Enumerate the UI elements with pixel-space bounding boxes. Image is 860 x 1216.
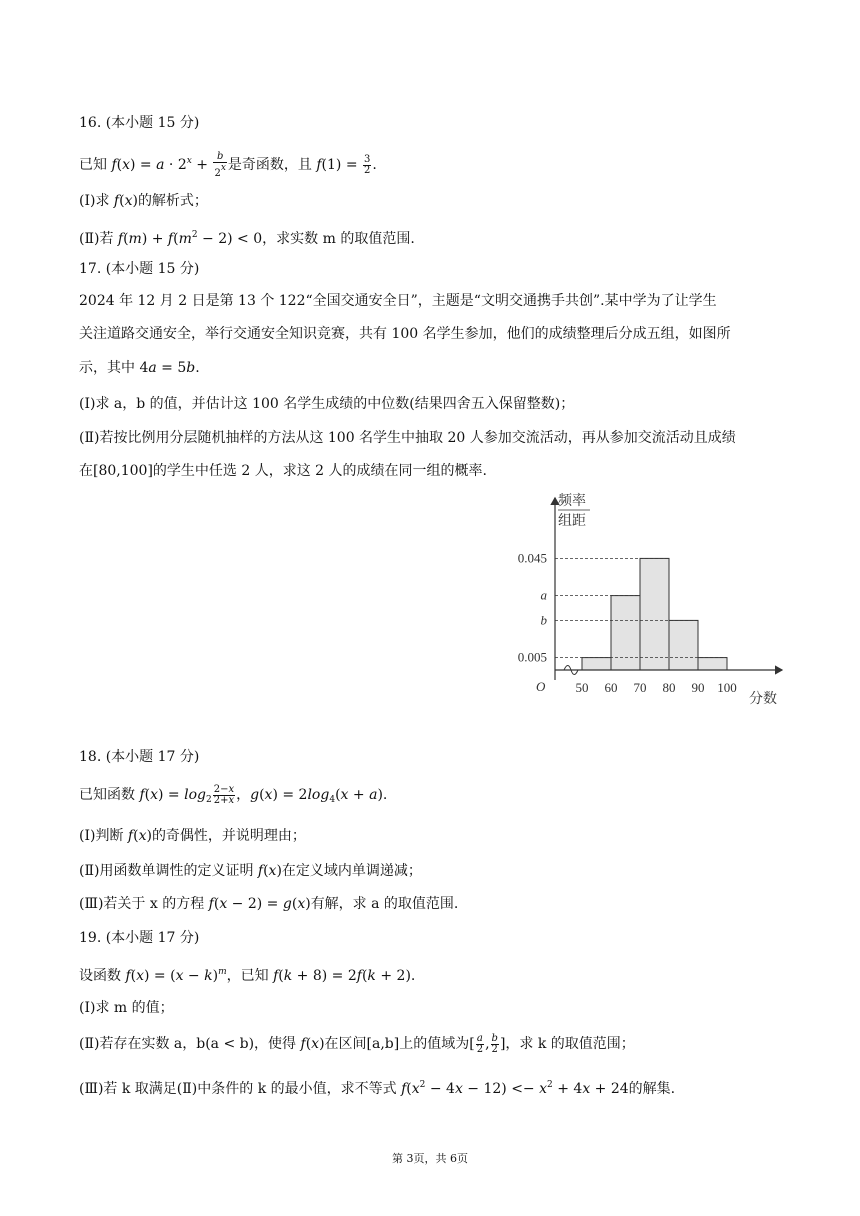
origin-label: O <box>536 679 546 694</box>
q17-line3: 示，其中 4a = 5b. <box>79 360 200 376</box>
q16-heading: 16. (本小题 15 分) <box>79 115 200 131</box>
q17-line1: 2024 年 12 月 2 日是第 13 个 122“全国交通安全日”，主题是“文明交通携手共创”.某中学为了让学生 <box>79 293 717 309</box>
x-tick-label: 90 <box>691 680 705 695</box>
q17-heading: 17. (本小题 15 分) <box>79 261 200 277</box>
q17-line2: 关注道路交通安全，举行交通安全知识竞赛，共有 100 名学生参加，他们的成绩整理后分成五组，如图所 <box>79 326 731 342</box>
q19-heading: 19. (本小题 17 分) <box>79 930 200 946</box>
histogram-chart <box>500 490 800 715</box>
histogram-bar <box>640 558 669 670</box>
q19-part2: (Ⅱ)若存在实数 a，b(a < b)，使得 f(x)在区间[a,b]上的值域为[ $\frac{a}{2}$ , $\frac{b}{2}$ ]，求 k 的取值范围； <box>79 1032 635 1055</box>
x-axis-label: 分数 <box>749 692 777 707</box>
histogram-bar <box>698 658 727 670</box>
y-tick-label: 0.045 <box>517 550 547 566</box>
histogram-bar <box>582 658 611 670</box>
x-tick-label: 50 <box>575 680 589 695</box>
q19-intro: 设函数 $f(x) = (x - k)^m$，已知 f(k + 8) = 2f(k + 2). <box>79 967 416 984</box>
q16-part1: (Ⅰ)求 f(x)的解析式； <box>79 193 208 209</box>
x-tick-label: 70 <box>633 680 647 695</box>
q18-part3: (Ⅲ)若关于 x 的方程 f(x − 2) = g(x)有解，求 a 的取值范围. <box>79 896 459 912</box>
y-label-bottom: 组距 <box>558 514 586 529</box>
y-label-top: 频率 <box>558 494 586 509</box>
y-tick-label: 0.005 <box>517 649 547 665</box>
y-tick-label: a <box>540 587 547 603</box>
q18-heading: 18. (本小题 17 分) <box>79 749 200 765</box>
q17-part1: (Ⅰ)求 a，b 的值，并估计这 100 名学生成绩的中位数(结果四舍五入保留整数)； <box>79 396 575 412</box>
x-tick-label: 60 <box>604 680 618 695</box>
q19-part1: (Ⅰ)求 m 的值； <box>79 1000 174 1016</box>
y-tick-label: b <box>540 612 547 628</box>
q17-part2-line1: (Ⅱ)若按比例用分层随机抽样的方法从这 100 名学生中抽取 20 人参加交流活动，再从参加交流活动且成绩 <box>79 430 736 446</box>
q16-intro: 已知 $f(x) = a \cdot 2^x$ + $\frac{b}{2^x}$ 是奇函数，且 f(1) = $\frac{3}{2}$ . <box>79 150 377 179</box>
page-footer: 第 3页，共 6页 <box>392 1152 468 1165</box>
q17-part2-line2: 在[80,100]的学生中任选 2 人，求这 2 人的成绩在同一组的概率. <box>79 463 487 479</box>
histogram-bar <box>669 620 698 670</box>
histogram-bar <box>611 596 640 670</box>
q16-part2: (Ⅱ)若 $f(m) + f(m^2 - 2) < 0$，求实数 m 的取值范围. <box>79 230 415 247</box>
q18-part2: (Ⅱ)用函数单调性的定义证明 f(x)在定义域内单调递减； <box>79 863 422 879</box>
q19-part3: (Ⅲ)若 k 取满足(Ⅱ)中条件的 k 的最小值，求不等式 $f(x^2 - 4x - 12) <- x^2 + 4x + 24$的解集. <box>79 1080 676 1097</box>
q18-part1: (Ⅰ)判断 f(x)的奇偶性，并说明理由； <box>79 828 306 844</box>
x-tick-label: 100 <box>717 680 737 695</box>
q18-intro: 已知函数 $f(x) = \log_2$ $\frac{2-x}{2+x}$ ，$g(x) = 2\log_4(x + a)$. <box>79 783 388 806</box>
x-tick-label: 80 <box>662 680 676 695</box>
